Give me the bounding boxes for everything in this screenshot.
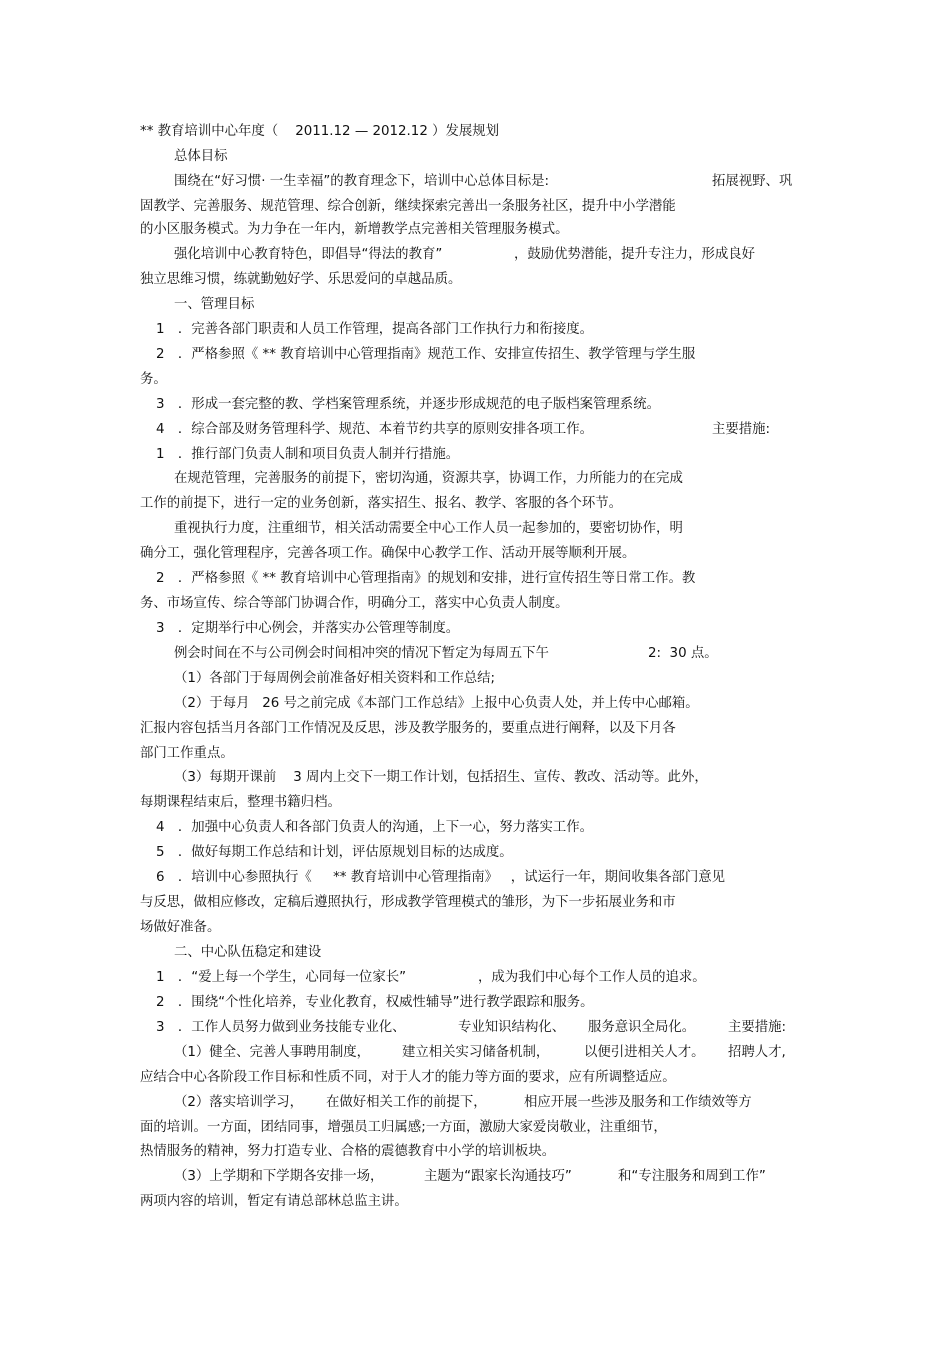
text-line: 服务意识全局化。: [588, 1020, 696, 1035]
text-line: 面的培训。一方面，团结同事，增强员工归属感;一方面，激励大家爱岗敬业，注重细节，: [140, 1120, 667, 1135]
text-line: 应结合中心各阶段工作目标和性质不同，对于人才的能力等方面的要求，应有所调整适应。: [140, 1070, 676, 1085]
text-line: 强化培训中心教育特色，即倡导“得法的教育”: [174, 247, 443, 262]
text-line: 与反思，做相应修改，定稿后遵照执行，形成教学管理模式的雏形，为下一步拓展业务和市: [140, 895, 676, 910]
text-line: 例会时间在不与公司例会时间相冲突的情况下暂定为每周五下午: [174, 646, 549, 661]
text-line: （3）上学期和下学期各安排一场，: [174, 1169, 384, 1184]
text-line: 2: 30 点。: [648, 646, 718, 661]
text-line: 工作的前提下，进行一定的业务创新，落实招生、报名、教学、客服的各个环节。: [140, 496, 623, 511]
text-line: 在规范管理，完善服务的前提下，密切沟通，资源共享，协调工作，力所能力的在完成: [174, 471, 683, 486]
text-line: 两项内容的培训，暂定有请总部林总监主讲。: [140, 1194, 408, 1209]
text-line: 确分工，强化管理程序，完善各项工作。确保中心教学工作、活动开展等顺利开展。: [140, 546, 636, 561]
text-line: 1 ．“爱上每一个学生，心同每一位家长”: [156, 970, 407, 985]
text-line: 拓展视野、巩: [712, 174, 793, 189]
text-line: 1 ．推行部门负责人制和项目负责人制并行措施。: [156, 447, 460, 462]
text-line: 3 ．形成一套完整的教、学档案管理系统，并逐步形成规范的电子版档案管理系统。: [156, 397, 660, 412]
text-line: 围绕在“好习惯· 一生幸福”的教育理念下，培训中心总体目标是:: [174, 174, 550, 189]
text-line: 务。: [140, 372, 167, 387]
text-line: 3 ．定期举行中心例会，并落实办公管理等制度。: [156, 621, 460, 636]
text-line: 热情服务的精神，努力打造专业、合格的震德教育中小学的培训板块。: [140, 1144, 556, 1159]
text-line: （1）健全、完善人事聘用制度，: [174, 1045, 370, 1060]
text-line: 2 ．严格参照《 ** 教育培训中心管理指南》的规划和安排，进行宣传招生等日常工作。教: [156, 571, 696, 586]
text-line: 招聘人才,: [728, 1045, 786, 1060]
document-title: ** 教育培训中心年度（ 2011.12 — 2012.12 ）发展规划: [140, 124, 500, 139]
text-line: 2 ．严格参照《 ** 教育培训中心管理指南》规范工作、安排宣传招生、教学管理与学生服: [156, 347, 696, 362]
text-line: 场做好准备。: [140, 920, 221, 935]
text-line: 6 ．培训中心参照执行《 ** 教育培训中心管理指南》 ，试运行一年，期间收集各部门意见: [156, 870, 726, 885]
text-line: 主要措施:: [728, 1020, 787, 1035]
text-line: 的小区服务模式。为力争在一年内，新增教学点完善相关管理服务模式。: [140, 222, 569, 237]
text-line: 3 ．工作人员努力做到业务技能专业化、: [156, 1020, 406, 1035]
text-line: 和“专注服务和周到工作”: [618, 1169, 766, 1184]
text-line: 主题为“跟家长沟通技巧”: [424, 1169, 572, 1184]
text-line: 二、中心队伍稳定和建设: [174, 945, 322, 960]
text-line: 汇报内容包括当月各部门工作情况及反思，涉及教学服务的，要重点进行阐释，以及下月各: [140, 721, 676, 736]
text-line: 重视执行力度，注重细节，相关活动需要全中心工作人员一起参加的，要密切协作，明: [174, 521, 683, 536]
text-line: 4 ．加强中心负责人和各部门负责人的沟通，上下一心，努力落实工作。: [156, 820, 594, 835]
text-line: 总体目标: [174, 149, 228, 164]
text-line: 固教学、完善服务、规范管理、综合创新，继续探索完善出一条服务社区，提升中小学潜能: [140, 199, 676, 214]
text-line: 一、管理目标: [174, 297, 255, 312]
text-line: 以便引进相关人才。: [584, 1045, 705, 1060]
text-line: 务、市场宣传、综合等部门协调合作，明确分工，落实中心负责人制度。: [140, 596, 569, 611]
text-line: （3）每期开课前 3 周内上交下一期工作计划，包括招生、宣传、教改、活动等。此外，: [174, 770, 708, 785]
text-line: 建立相关实习储备机制，: [402, 1045, 550, 1060]
text-line: 相应开展一些涉及服务和工作绩效等方: [524, 1095, 752, 1110]
text-line: （1）各部门于每周例会前准备好相关资料和工作总结;: [174, 671, 496, 686]
text-line: 主要措施:: [712, 422, 771, 437]
text-line: 每期课程结束后，整理书籍归档。: [140, 795, 341, 810]
text-line: ，成为我们中心每个工作人员的追求。: [478, 970, 706, 985]
text-line: 独立思维习惯，练就勤勉好学、乐思爱问的卓越品质。: [140, 272, 462, 287]
text-line: ，鼓励优势潜能，提升专注力，形成良好: [514, 247, 756, 262]
text-line: 专业知识结构化、: [458, 1020, 566, 1035]
text-line: 4 ．综合部及财务管理科学、规范、本着节约共享的原则安排各项工作。: [156, 422, 594, 437]
text-line: （2）落实培训学习，: [174, 1095, 304, 1110]
text-line: 部门工作重点。: [140, 746, 234, 761]
text-line: 2 ．围绕“个性化培养，专业化教育，权威性辅导”进行教学跟踪和服务。: [156, 995, 594, 1010]
text-line: 在做好相关工作的前提下，: [326, 1095, 487, 1110]
text-line: 1 ．完善各部门职责和人员工作管理，提高各部门工作执行力和衔接度。: [156, 322, 594, 337]
text-line: 5 ．做好每期工作总结和计划，评估原规划目标的达成度。: [156, 845, 513, 860]
text-line: （2）于每月 26 号之前完成《本部门工作总结》上报中心负责人处，并上传中心邮箱。: [174, 696, 699, 711]
